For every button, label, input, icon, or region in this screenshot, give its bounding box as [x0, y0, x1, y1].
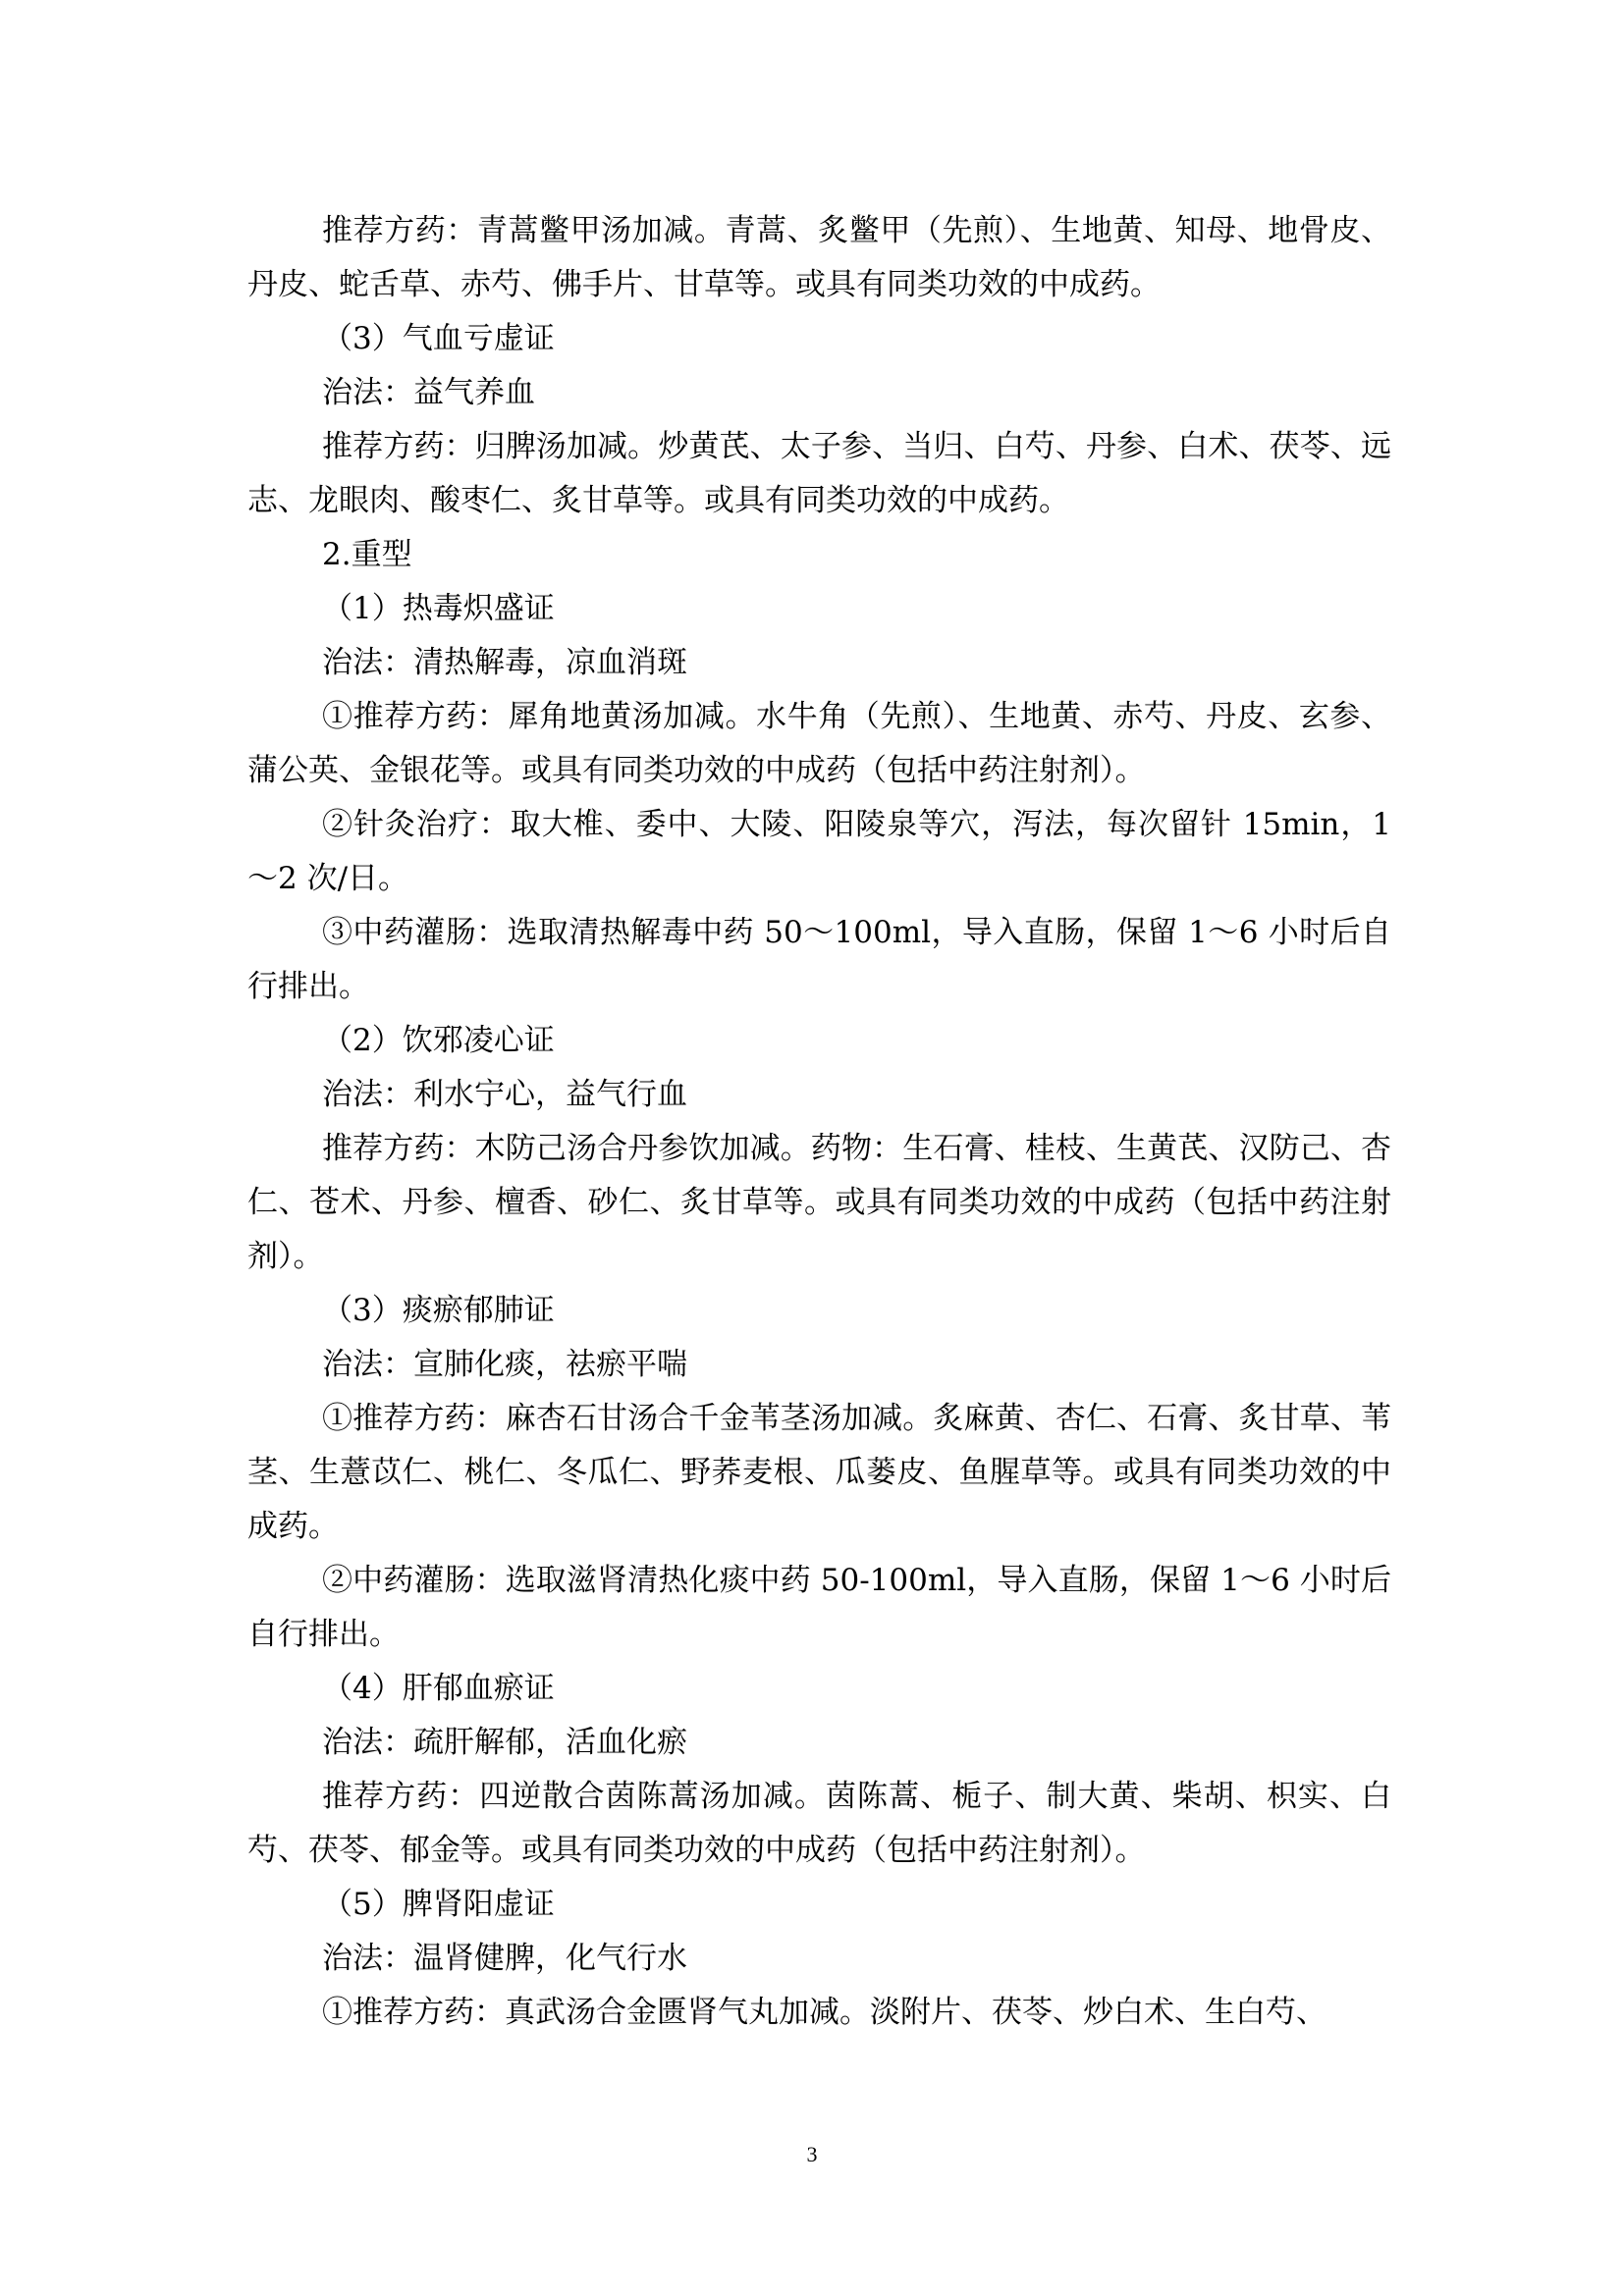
paragraph: 推荐方药：四逆散合茵陈蒿汤加减。茵陈蒿、栀子、制大黄、柴胡、枳实、白芍、茯苓、郁金等。或具有同类功效的中成药（包括中药注射剂）。: [247, 1779, 1391, 1868]
paragraph: 推荐方药：木防己汤合丹参饮加减。药物：生石膏、桂枝、生黄芪、汉防己、杏仁、苍术、丹参、檀香、砂仁、炙甘草等。或具有同类功效的中成药（包括中药注射剂）。: [247, 1131, 1391, 1274]
paragraph: ②中药灌肠：选取滋肾清热化痰中药 50-100ml，导入直肠，保留 1～6 小时后自行排出。: [247, 1563, 1391, 1652]
section-heading: （3）痰瘀郁肺证: [322, 1293, 555, 1328]
treatment-method: 治法：温肾健脾，化气行水: [322, 1941, 687, 1976]
paragraph: 推荐方药：青蒿鳖甲汤加减。青蒿、炙鳖甲（先煎）、生地黄、知母、地骨皮、丹皮、蛇舌草、赤芍、佛手片、甘草等。或具有同类功效的中成药。: [247, 213, 1391, 302]
paragraph: ①推荐方药：犀角地黄汤加减。水牛角（先煎）、生地黄、赤芍、丹皮、玄参、蒲公英、金银花等。或具有同类功效的中成药（包括中药注射剂）。: [247, 699, 1391, 788]
section-heading: （5）脾肾阳虚证: [322, 1887, 555, 1922]
paragraph: ③中药灌肠：选取清热解毒中药 50～100ml，导入直肠，保留 1～6 小时后自行排出。: [247, 915, 1391, 1004]
section-heading: （4）肝郁血瘀证: [322, 1671, 555, 1706]
page-number: 3: [806, 2142, 818, 2166]
paragraph: ①推荐方药：真武汤合金匮肾气丸加减。淡附片、茯苓、炒白术、生白芍、: [322, 1995, 1326, 2030]
paragraph: 推荐方药：归脾汤加减。炒黄芪、太子参、当归、白芍、丹参、白术、茯苓、远志、龙眼肉、酸枣仁、炙甘草等。或具有同类功效的中成药。: [247, 429, 1391, 518]
treatment-method: 治法：清热解毒，凉血消斑: [322, 645, 687, 680]
body-text: [247, 204, 1391, 2040]
section-heading: （1）热毒炽盛证: [322, 591, 555, 626]
treatment-method: 治法：益气养血: [322, 375, 535, 410]
treatment-method: 治法：疏肝解郁，活血化瘀: [322, 1725, 687, 1760]
treatment-method: 治法：宣肺化痰，祛瘀平喘: [322, 1347, 687, 1382]
treatment-method: 治法：利水宁心，益气行血: [322, 1077, 687, 1112]
section-heading: （3）气血亏虚证: [322, 321, 555, 356]
paragraph: ①推荐方药：麻杏石甘汤合千金苇茎汤加减。炙麻黄、杏仁、石膏、炙甘草、苇茎、生薏苡仁、桃仁、冬瓜仁、野荞麦根、瓜蒌皮、鱼腥草等。或具有同类功效的中成药。: [247, 1401, 1391, 1544]
section-heading: 2.重型: [322, 537, 412, 572]
section-heading: （2）饮邪凌心证: [322, 1023, 555, 1058]
paragraph: ②针灸治疗：取大椎、委中、大陵、阳陵泉等穴，泻法，每次留针 15min，1～2 次/日。: [247, 807, 1391, 896]
